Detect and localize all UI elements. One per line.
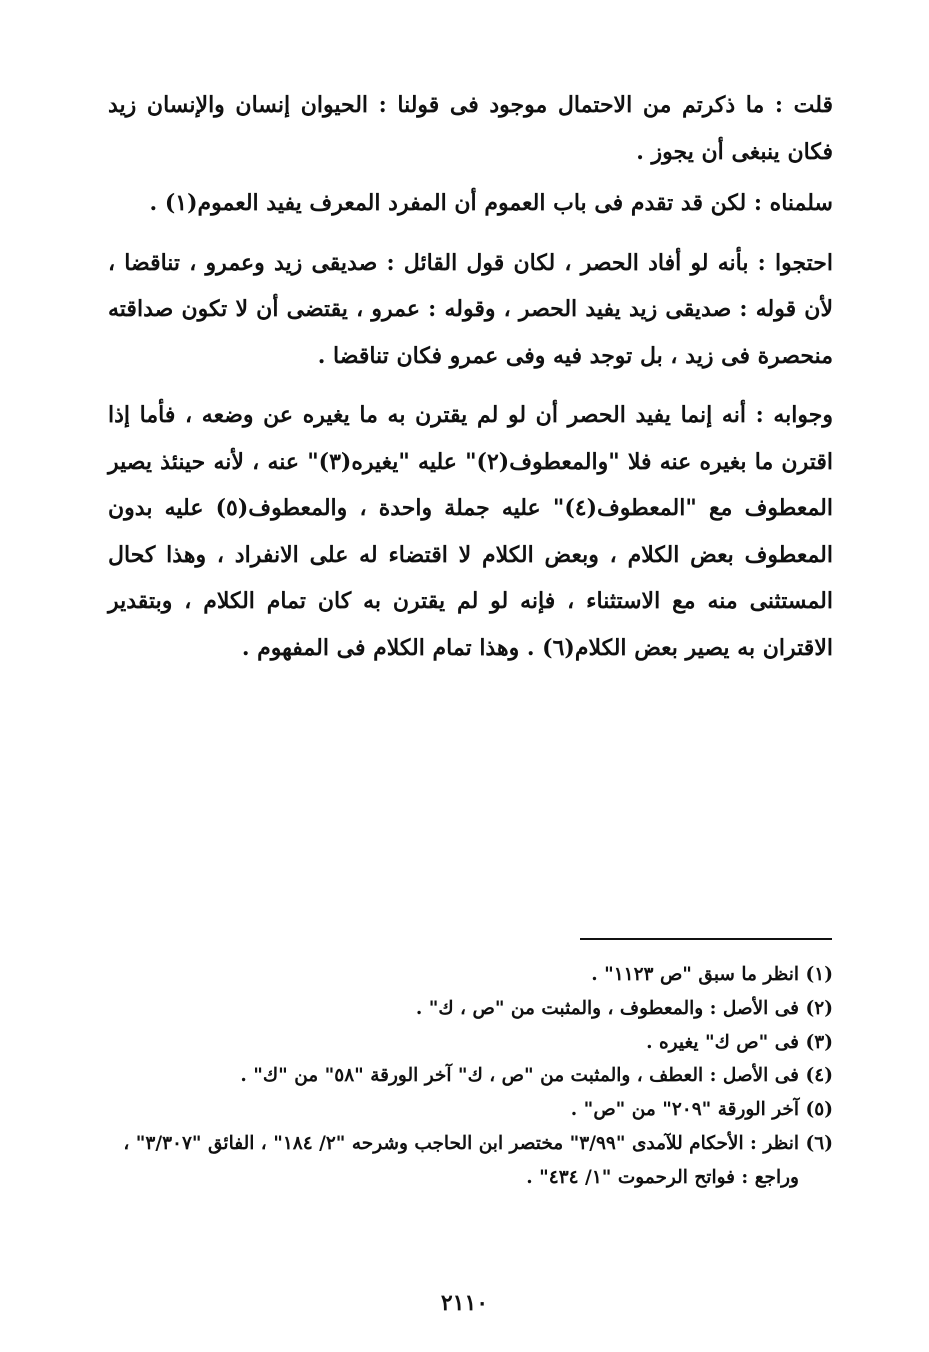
paragraph-text: أنه إنما يفيد الحصر أن لو لم يقترن به ما يغيره عن وضعه ، فأما إذا اقترن ما بغيره عنه فلا "والمعطوف(٢)" عليه "يغيره(٣)" عنه ، لأنه حينئذ يصير المعطوف مع "المعطوف(٤)" عليه جملة واحدة ، والمعطوف(٥) عليه بدون المعطوف بعض الكلام ، وبعض الكلام لا اقتضاء له على الانفراد ، وهذا كحال المستثنى منه مع الاستثناء ، فإنه لو لم يقترن به كان تمام الكلام ، وبتقدير الاقتران به يصير بعض الكلام(٦) . وهذا تمام الكلام فى المفهوم . — [108, 402, 833, 661]
footnote-text: فى "ص ك" يغيره . — [646, 1031, 799, 1053]
paragraph-jawabuh — [108, 392, 833, 671]
footnote-text: فى الأصل : والمعطوف ، والمثبت من "ص ، ك" . — [415, 997, 799, 1019]
footnote-number: (٢) — [805, 997, 833, 1019]
paragraph-text: بأنه لو أفاد الحصر ، لكان قول القائل : صديقى زيد وعمرو ، تناقضا ، لأن قوله : صديقى زيد يفيد الحصر ، وقوله : عمرو ، يقتضى أن لا تكون صداقته منحصرة فى زيد ، بل توجد فيه وفى عمرو فكان تناقضا . — [108, 249, 833, 369]
footnote-number: (٤) — [805, 1065, 833, 1087]
footnote — [120, 1026, 833, 1060]
footnote-number: (٦) — [805, 1132, 833, 1154]
paragraph-qult — [108, 82, 833, 175]
footnote — [120, 1093, 833, 1127]
footnote-text: انظر ما سبق "ص ١١٢٣" . — [591, 964, 799, 985]
footnote-number: (١) — [805, 964, 833, 985]
footnote-text: انظر : الأحكام للآمدى "٣/٩٩" مختصر ابن الحاجب وشرحه "٢/ ١٨٤" ، الفائق "٣/٣٠٧" ، وراجع : فواتح الرحموت "١/ ٤٣٤" . — [123, 1132, 799, 1188]
paragraph-lead: سلمناه : — [753, 190, 833, 216]
footnote-text: آخر الورقة "٢٠٩" من "ص" . — [570, 1099, 799, 1121]
paragraph-text: ما ذكرتم من الاحتمال موجود فى قولنا : الحيوان إنسان والإنسان زيد فكان ينبغى أن يجوز . — [108, 92, 833, 165]
paragraph-text: لكن قد تقدم فى باب العموم أن المفرد المعرف يفيد العموم(١) . — [149, 190, 754, 216]
main-text — [108, 82, 833, 684]
paragraph-lead: وجوابه : — [755, 402, 833, 428]
footnotes — [120, 958, 833, 1195]
footnote-separator — [580, 938, 832, 940]
page-number: ٢١١٠ — [440, 1290, 489, 1316]
footnote — [120, 1059, 833, 1093]
footnote-text: فى الأصل : العطف ، والمثبت من "ص ، ك" آخر الورقة "٥٨" من "ك" . — [240, 1065, 799, 1087]
paragraph-ihtajju — [108, 240, 833, 380]
footnote-number: (٥) — [805, 1099, 833, 1121]
paragraph-sallamnah — [108, 180, 833, 227]
footnote-number: (٣) — [805, 1031, 833, 1053]
footnote — [120, 1127, 833, 1195]
paragraph-lead: قلت : — [774, 92, 833, 118]
paragraph-lead: احتجوا : — [757, 249, 834, 276]
footnote — [120, 992, 833, 1026]
footnote — [120, 958, 833, 992]
